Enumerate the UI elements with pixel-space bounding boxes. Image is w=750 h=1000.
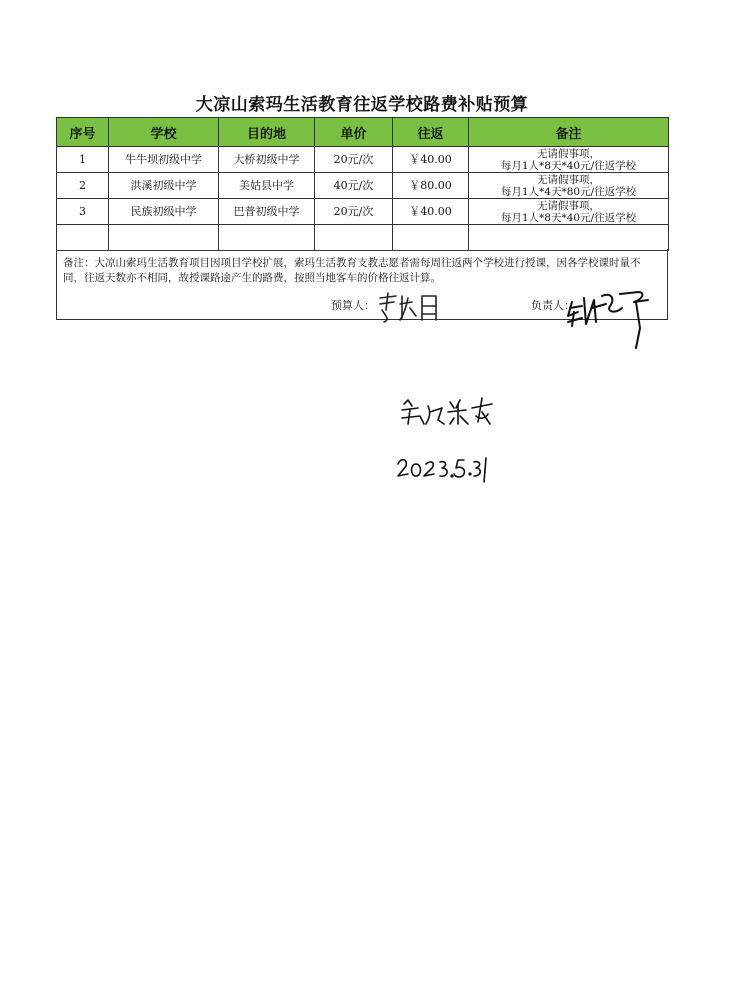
cell-note: 无请假事项， 每月1人*8天*40元/往返学校 (469, 147, 669, 173)
header-unit-price: 单价 (315, 118, 393, 147)
cell-no: 2 (57, 173, 109, 199)
cell-no: 3 (57, 199, 109, 225)
cell-no: 1 (57, 147, 109, 173)
manager-signature (566, 288, 662, 354)
cell-empty (393, 225, 469, 251)
table-row-empty (57, 225, 669, 251)
approver-signature (398, 394, 498, 434)
cell-empty (109, 225, 219, 251)
cell-round-trip: ￥80.00 (393, 173, 469, 199)
manager-label: 负责人： (531, 299, 575, 312)
cell-empty (219, 225, 315, 251)
header-school: 学校 (109, 118, 219, 147)
header-note: 备注 (469, 118, 669, 147)
cell-round-trip: ￥40.00 (393, 147, 469, 173)
cell-destination: 巴普初级中学 (219, 199, 315, 225)
table-row (57, 147, 669, 173)
cell-empty (57, 225, 109, 251)
cell-unit-price: 40元/次 (315, 173, 393, 199)
cell-destination: 美姑县中学 (219, 173, 315, 199)
cell-empty (469, 225, 669, 251)
cell-school: 洪溪初级中学 (109, 173, 219, 199)
header-no: 序号 (57, 118, 109, 147)
table-row (57, 173, 669, 199)
page-title: 大凉山索玛生活教育往返学校路费补贴预算 (195, 95, 529, 115)
cell-destination: 大桥初级中学 (219, 147, 315, 173)
cell-school: 民族初级中学 (109, 199, 219, 225)
budget-table (56, 117, 669, 251)
table-header-row (57, 118, 669, 147)
cell-round-trip: ￥40.00 (393, 199, 469, 225)
cell-note: 无请假事项， 每月1人*4天*80元/往返学校 (469, 173, 669, 199)
cell-school: 牛牛坝初级中学 (109, 147, 219, 173)
cell-unit-price: 20元/次 (315, 147, 393, 173)
table-row (57, 199, 669, 225)
header-destination: 目的地 (219, 118, 315, 147)
preparer-signature (376, 290, 446, 326)
cell-unit-price: 20元/次 (315, 199, 393, 225)
handwritten-date (394, 452, 490, 484)
preparer-label: 预算人： (331, 299, 375, 312)
cell-note: 无请假事项， 每月1人*8天*40元/往返学校 (469, 199, 669, 225)
remark-text: 备注：大凉山索玛生活教育项目因项目学校扩展，索玛生活教育支教志愿者需每周往返两个学校进行授课，因各学校课时量不同，往返天数亦不相同，故授课路途产生的路费，按照当地客车的价格往返计算。 (63, 257, 641, 284)
cell-empty (315, 225, 393, 251)
header-round-trip: 往返 (393, 118, 469, 147)
